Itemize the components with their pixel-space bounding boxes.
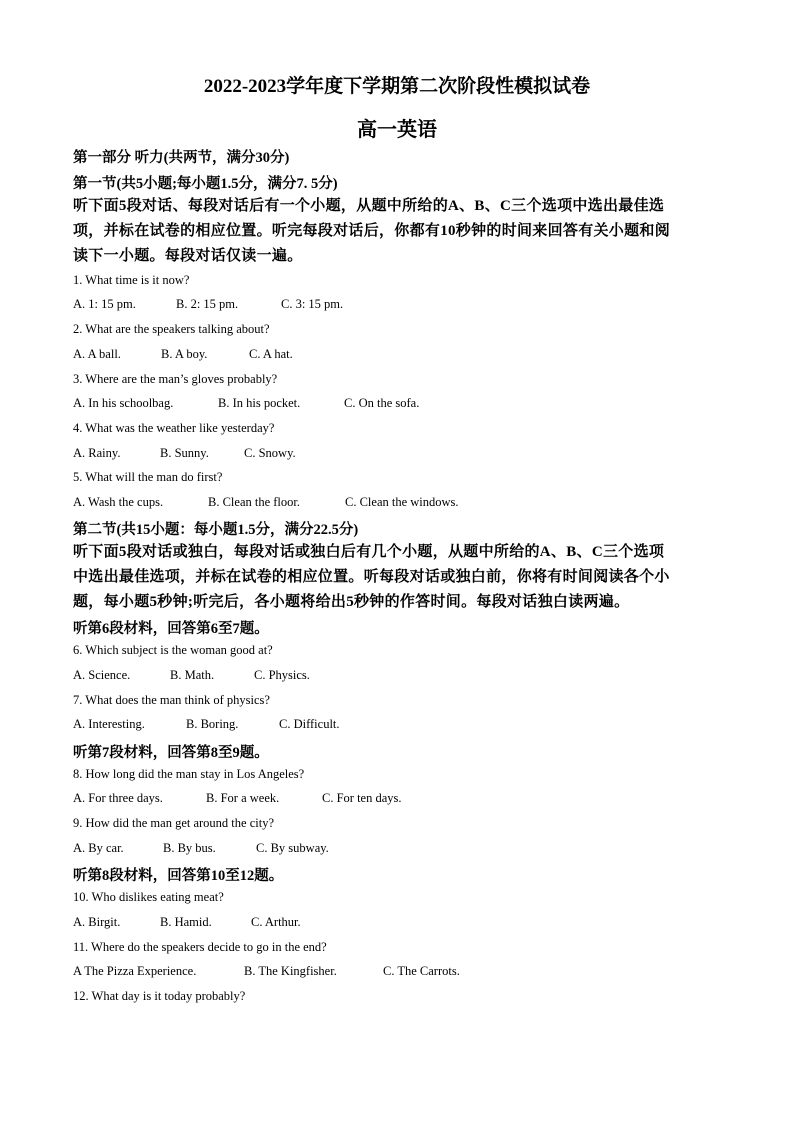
option-a: A. 1: 15 pm. xyxy=(73,297,136,311)
option-b: B. Boring. xyxy=(186,717,239,731)
option-a: A. By car. xyxy=(73,841,124,855)
material-6-heading: 听第6段材料，回答第6至7题。 xyxy=(73,621,269,637)
option-a: A. For three days. xyxy=(73,791,163,805)
options-2 xyxy=(73,347,293,362)
option-a: A. Wash the cups. xyxy=(73,495,164,509)
option-b: B. The Kingfisher. xyxy=(244,964,337,978)
exam-subtitle: 高一英语 xyxy=(357,119,437,141)
options-3 xyxy=(73,396,419,411)
option-a: A The Pizza Experience. xyxy=(73,964,197,978)
option-c: C. Physics. xyxy=(254,668,310,682)
option-c: C. By subway. xyxy=(256,841,329,855)
question-3: 3. Where are the man’s gloves probably? xyxy=(73,372,278,386)
question-12: 12. What day is it today probably? xyxy=(73,989,246,1003)
option-b: B. For a week. xyxy=(206,791,280,805)
question-1: 1. What time is it now? xyxy=(73,273,190,287)
question-2: 2. What are the speakers talking about? xyxy=(73,322,270,336)
options-10 xyxy=(73,915,301,930)
option-c: C. Arthur. xyxy=(251,915,301,929)
option-a: A. Birgit. xyxy=(73,915,121,929)
option-c: C. On the sofa. xyxy=(344,396,420,410)
option-b: B. 2: 15 pm. xyxy=(176,297,239,311)
section1-heading: 第一节(共5小题;每小题1.5分，满分7. 5分) xyxy=(73,176,338,192)
instruction-line: 读下一小题。每段对话仅读一遍。 xyxy=(73,248,303,264)
option-a: A. Science. xyxy=(73,668,131,682)
option-b: B. By bus. xyxy=(163,841,216,855)
instruction-line: 听下面5段对话或独白，每段对话或独白后有几个小题，从题中所给的A、B、C三个选项 xyxy=(73,544,665,560)
option-a: A. A ball. xyxy=(73,347,121,361)
option-b: B. Hamid. xyxy=(160,915,212,929)
options-6 xyxy=(73,668,310,683)
section2-instructions xyxy=(73,540,713,615)
option-c: C. Difficult. xyxy=(279,717,340,731)
option-c: C. Snowy. xyxy=(244,446,296,460)
part1-heading: 第一部分 听力(共两节，满分30分) xyxy=(73,150,290,166)
options-11 xyxy=(73,964,460,979)
option-c: C. The Carrots. xyxy=(383,964,460,978)
option-a: A. Rainy. xyxy=(73,446,121,460)
options-8 xyxy=(73,791,402,806)
question-5: 5. What will the man do first? xyxy=(73,470,223,484)
options-9 xyxy=(73,841,329,856)
instruction-line: 听下面5段对话、每段对话后有一个小题，从题中所给的A、B、C三个选项中选出最佳选 xyxy=(73,198,665,214)
material-7-heading: 听第7段材料，回答第8至9题。 xyxy=(73,745,269,761)
question-10: 10. Who dislikes eating meat? xyxy=(73,890,224,904)
question-8: 8. How long did the man stay in Los Angeles? xyxy=(73,767,305,781)
options-4 xyxy=(73,446,296,461)
option-c: C. A hat. xyxy=(249,347,293,361)
options-7 xyxy=(73,717,340,732)
question-6: 6. Which subject is the woman good at? xyxy=(73,643,273,657)
question-9: 9. How did the man get around the city? xyxy=(73,816,274,830)
option-b: B. Clean the floor. xyxy=(208,495,300,509)
option-c: C. 3: 15 pm. xyxy=(281,297,344,311)
instruction-line: 题，每小题5秒钟;听完后，各小题将给出5秒钟的作答时间。每段对话独白读两遍。 xyxy=(73,594,630,610)
instruction-line: 项，并标在试卷的相应位置。听完每段对话后，你都有10秒钟的时间来回答有关小题和阅 xyxy=(73,223,671,239)
material-8-heading: 听第8段材料，回答第10至12题。 xyxy=(73,868,284,884)
option-a: A. In his schoolbag. xyxy=(73,396,174,410)
option-a: A. Interesting. xyxy=(73,717,145,731)
option-b: B. A boy. xyxy=(161,347,208,361)
options-1 xyxy=(73,297,343,312)
option-b: B. Sunny. xyxy=(160,446,209,460)
option-b: B. Math. xyxy=(170,668,215,682)
instruction-line: 中选出最佳选项，并标在试卷的相应位置。听每段对话或独白前，你将有时间阅读各个小 xyxy=(73,569,670,585)
option-b: B. In his pocket. xyxy=(218,396,301,410)
question-4: 4. What was the weather like yesterday? xyxy=(73,421,275,435)
question-11: 11. Where do the speakers decide to go in the end? xyxy=(73,940,327,954)
question-7: 7. What does the man think of physics? xyxy=(73,693,270,707)
option-c: C. Clean the windows. xyxy=(345,495,459,509)
options-5 xyxy=(73,495,459,510)
option-c: C. For ten days. xyxy=(322,791,402,805)
exam-title: 2022-2023学年度下学期第二次阶段性模拟试卷 xyxy=(203,76,591,97)
section1-instructions xyxy=(73,194,713,269)
section2-heading: 第二节(共15小题：每小题1.5分，满分22.5分) xyxy=(73,522,359,538)
